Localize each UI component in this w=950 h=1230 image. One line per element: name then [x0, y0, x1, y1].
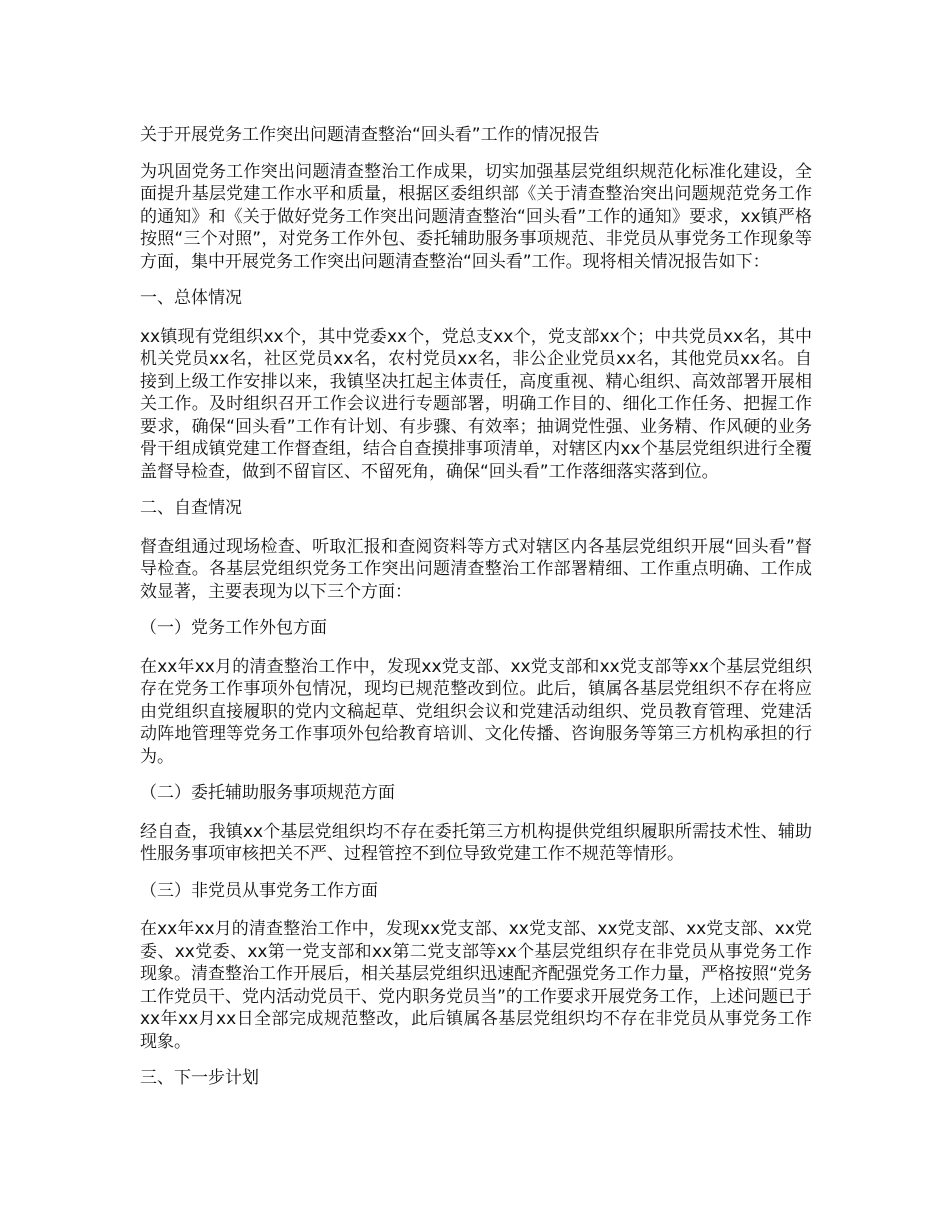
section-heading-self-check: 二、自查情况 [140, 498, 242, 518]
subsection-paragraph-outsourcing: 在xx年xx月的清查整治工作中，发现xx党支部、xx党支部和xx党支部等xx个基层党组织存在党务工作事项外包情况，现均已规范整改到位。此后，镇属各基层党组织不存在将应由党组织直接履职的党内文稿起草、党组织会议和党建活动组织、党员教育管理、党建活动阵地管理等党务工作事项外包给教育培训、文化传播、咨询服务等第三方机构承担的行为。 [140, 656, 812, 767]
section-heading-next-steps: 三、下一步计划 [140, 1068, 259, 1088]
subsection-heading-non-members: （三）非党员从事党务工作方面 [140, 880, 378, 901]
document-page [140, 124, 812, 1104]
subsection-heading-entrusted-services: （二）委托辅助服务事项规范方面 [140, 783, 395, 803]
document-title: 关于开展党务工作突出问题清查整治“回头看”工作的情况报告 [140, 125, 600, 145]
subsection-paragraph-non-members: 在xx年xx月的清查整治工作中，发现xx党支部、xx党支部、xx党支部、xx党支部、xx党委、xx党委、xx第一党支部和xx第二党支部等xx个基层党组织存在非党员从事党务工作现象。清查整治工作开展后，相关基层党组织迅速配齐配强党务工作力量，严格按照“党务工作党员干、党内活动党员干、党内职务党员当”的工作要求开展党务工作，上述问题已于xx年xx月xx日全部完成规范整改，此后镇属各基层党组织均不存在非党员从事党务工作现象。 [140, 919, 812, 1052]
section-heading-overview: 一、总体情况 [140, 288, 242, 308]
intro-paragraph: 为巩固党务工作突出问题清查整治工作成果，切实加强基层党组织规范化标准化建设，全面提升基层党建工作水平和质量，根据区委组织部《关于清查整治突出问题规范党务工作的通知》和《关于做好党务工作突出问题清查整治“回头看”工作的通知》要求，xx镇严格按照“三个对照”，对党务工作外包、委托辅助服务事项规范、非党员从事党务工作现象等方面，集中开展党务工作突出问题清查整治“回头看”工作。现将相关情况报告如下： [140, 161, 812, 272]
subsection-paragraph-entrusted-services: 经自查，我镇xx个基层党组织均不存在委托第三方机构提供党组织履职所需技术性、辅助性服务事项审核把关不严、过程管控不到位导致党建工作不规范等情形。 [140, 821, 812, 864]
section-paragraph-self-check: 督查组通过现场检查、听取汇报和查阅资料等方式对辖区内各基层党组织开展“回头看”督导检查。各基层党组织党务工作突出问题清查整治工作部署精细、工作重点明确、工作成效显著，主要表现为以下三个方面： [140, 536, 812, 602]
section-paragraph-overview: xx镇现有党组织xx个，其中党委xx个，党总支xx个，党支部xx个；中共党员xx名，其中机关党员xx名，社区党员xx名，农村党员xx名，非公企业党员xx名，其他党员xx名。自接到上级工作安排以来，我镇坚决扛起主体责任，高度重视、精心组织、高效部署开展相关工作。及时组织召开工作会议进行专题部署，明确工作目的、细化工作任务、把握工作要求，确保“回头看”工作有计划、有步骤、有效率；抽调党性强、业务精、作风硬的业务骨干组成镇党建工作督查组，结合自查摸排事项清单，对辖区内xx个基层党组织进行全覆盖督导检查，做到不留盲区、不留死角，确保“回头看”工作落细落实落到位。 [140, 326, 812, 482]
subsection-heading-outsourcing: （一）党务工作外包方面 [140, 618, 327, 638]
